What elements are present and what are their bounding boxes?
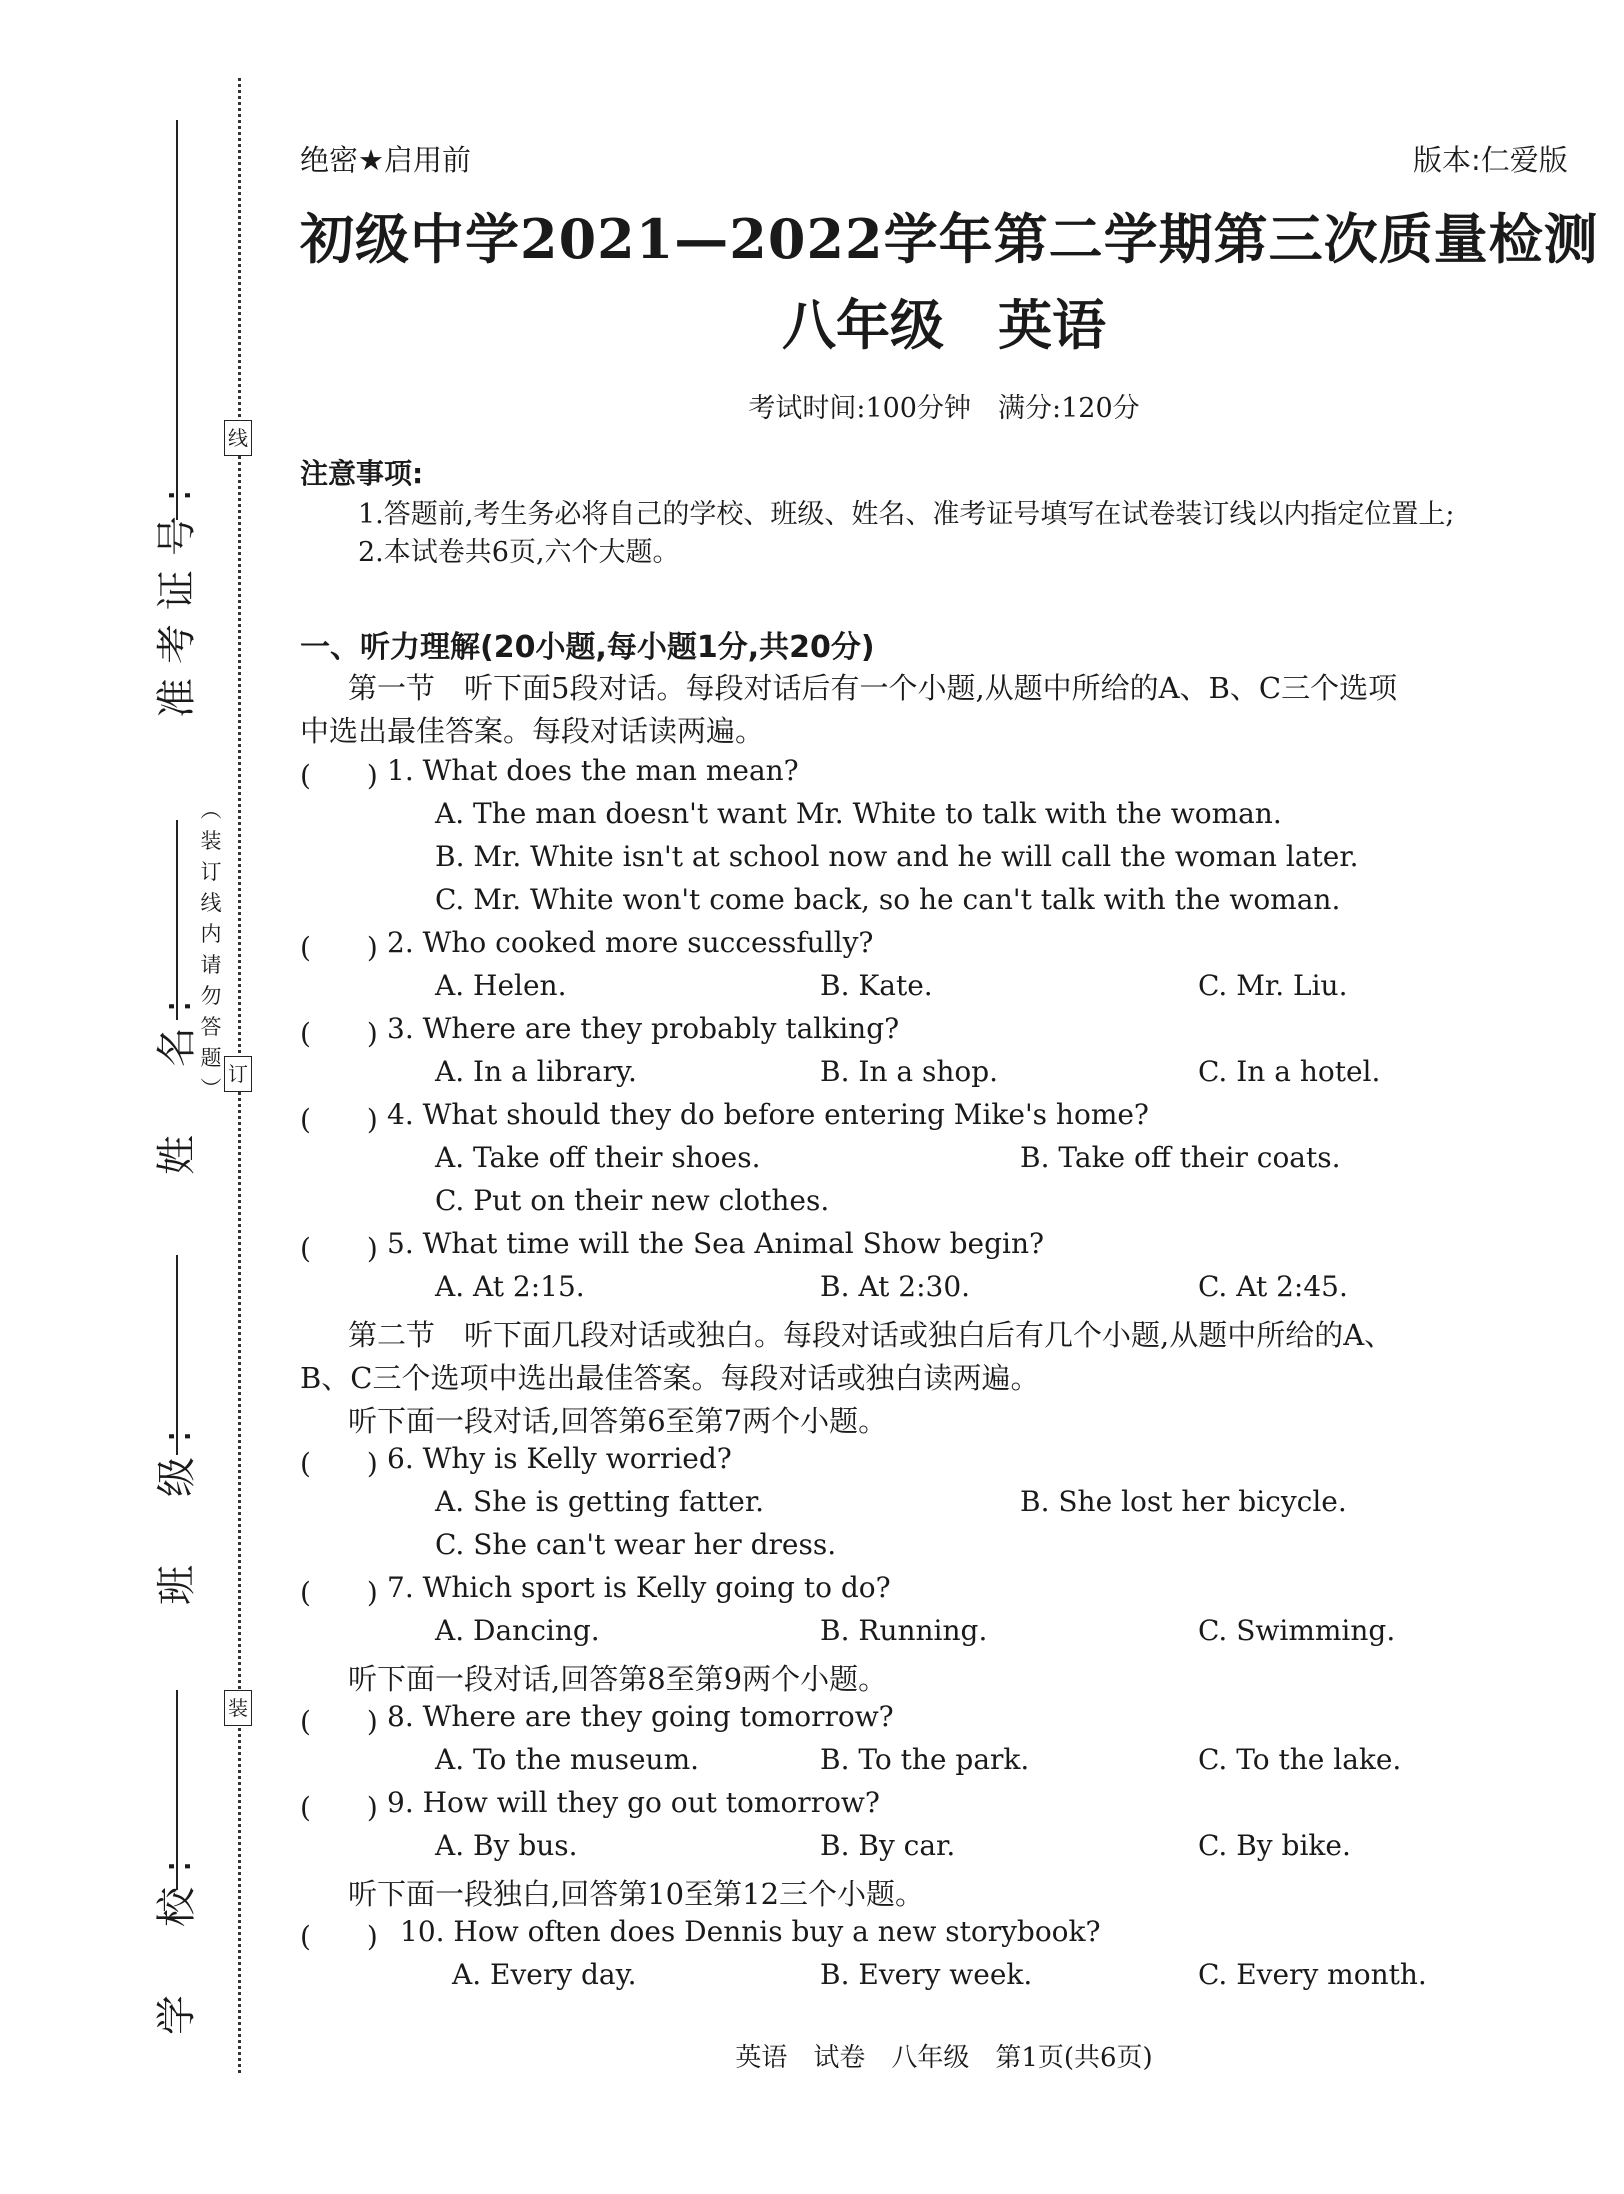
answer-bracket[interactable]: ( ) xyxy=(300,931,378,964)
option-a: A. Take off their shoes. xyxy=(435,1141,761,1174)
notice-item: 1.答题前,考生务必将自己的学校、班级、姓名、准考证号填写在试卷装订线以内指定位置上; xyxy=(358,499,1455,530)
part2-intro-cont: B、C三个选项中选出最佳答案。每段对话或独白读两遍。 xyxy=(300,1361,1040,1395)
option-b: B. To the park. xyxy=(820,1743,1030,1776)
class-field[interactable] xyxy=(176,1255,178,1455)
option-b: B. Kate. xyxy=(820,969,933,1002)
class-label: 班 级: xyxy=(154,1415,200,1605)
listening-instruction: 听下面一段对话,回答第6至第7两个小题。 xyxy=(348,1404,888,1438)
question-text: 1. What does the man mean? xyxy=(387,754,799,787)
page-footer: 英语 试卷 八年级 第1页(共6页) xyxy=(735,2043,1153,2073)
option-b: B. Take off their coats. xyxy=(1020,1141,1341,1174)
notice-title: 注意事项: xyxy=(300,457,424,490)
question-text: 10. How often does Dennis buy a new storybook? xyxy=(400,1915,1101,1948)
binding-mark-bind: 装 xyxy=(224,1690,252,1726)
option-b: B. In a shop. xyxy=(820,1055,999,1088)
binding-mark-line: 线 xyxy=(224,420,252,456)
option-b: B. Every week. xyxy=(820,1958,1033,1991)
option-a: A. In a library. xyxy=(435,1055,637,1088)
question-text: 8. Where are they going tomorrow? xyxy=(387,1700,894,1733)
option-c: C. Every month. xyxy=(1198,1958,1427,1991)
option-b: B. At 2:30. xyxy=(820,1270,971,1303)
school-label: 学 校: xyxy=(154,1845,200,2035)
binding-mark-order: 订 xyxy=(224,1056,252,1092)
option-a: A. To the museum. xyxy=(435,1743,700,1776)
answer-bracket[interactable]: ( ) xyxy=(300,759,378,792)
answer-bracket[interactable]: ( ) xyxy=(300,1447,378,1480)
answer-bracket[interactable]: ( ) xyxy=(300,1232,378,1265)
name-field[interactable] xyxy=(176,820,178,1020)
exam-info: 考试时间:100分钟 满分:120分 xyxy=(748,393,1140,424)
option-a: A. She is getting fatter. xyxy=(435,1485,765,1518)
option-c: C. Mr. Liu. xyxy=(1198,969,1348,1002)
question-text: 3. Where are they probably talking? xyxy=(387,1012,900,1045)
exam-number-label: 准考证号: xyxy=(154,474,200,718)
exam-subtitle: 八年级 英语 xyxy=(782,293,1106,357)
exam-number-field[interactable] xyxy=(176,120,178,520)
answer-bracket[interactable]: ( ) xyxy=(300,1103,378,1136)
answer-bracket[interactable]: ( ) xyxy=(300,1705,378,1738)
option-c: C. To the lake. xyxy=(1198,1743,1402,1776)
option-a: A. At 2:15. xyxy=(435,1270,585,1303)
part2-intro: 第二节 听下面几段对话或独白。每段对话或独白后有几个小题,从题中所给的A、 xyxy=(348,1318,1394,1352)
part1-intro-cont: 中选出最佳答案。每段对话读两遍。 xyxy=(300,714,765,748)
name-label: 姓 名: xyxy=(154,985,200,1175)
answer-bracket[interactable]: ( ) xyxy=(300,1017,378,1050)
question-text: 5. What time will the Sea Animal Show begin? xyxy=(387,1227,1045,1260)
part1-intro: 第一节 听下面5段对话。每段对话后有一个小题,从题中所给的A、B、C三个选项 xyxy=(348,671,1398,705)
question-text: 7. Which sport is Kelly going to do? xyxy=(387,1571,891,1604)
option-b: B. Mr. White isn't at school now and he will call the woman later. xyxy=(435,840,1359,873)
listening-instruction: 听下面一段独白,回答第10至第12三个小题。 xyxy=(348,1877,925,1911)
school-field[interactable] xyxy=(176,1690,178,1890)
option-c: C. Swimming. xyxy=(1198,1614,1396,1647)
option-a: A. Helen. xyxy=(435,969,567,1002)
answer-bracket[interactable]: ( ) xyxy=(300,1576,378,1609)
option-b: B. She lost her bicycle. xyxy=(1020,1485,1347,1518)
option-a: A. Every day. xyxy=(452,1958,637,1991)
answer-bracket[interactable]: ( ) xyxy=(300,1920,378,1953)
option-c: C. Put on their new clothes. xyxy=(435,1184,830,1217)
section-heading: 一、听力理解(20小题,每小题1分,共20分) xyxy=(300,630,875,665)
question-text: 4. What should they do before entering Mike's home? xyxy=(387,1098,1149,1131)
option-c: C. By bike. xyxy=(1198,1829,1351,1862)
option-b: B. By car. xyxy=(820,1829,956,1862)
notice-item: 2.本试卷共6页,六个大题。 xyxy=(358,537,680,568)
exam-title: 初级中学2021—2022学年第二学期第三次质量检测 xyxy=(300,207,1599,271)
option-a: A. The man doesn't want Mr. White to talk with the woman. xyxy=(435,797,1282,830)
option-b: B. Running. xyxy=(820,1614,988,1647)
option-a: A. Dancing. xyxy=(435,1614,600,1647)
option-a: A. By bus. xyxy=(435,1829,578,1862)
answer-bracket[interactable]: ( ) xyxy=(300,1791,378,1824)
confidential-mark: 绝密★启用前 xyxy=(300,143,471,177)
option-c: C. At 2:45. xyxy=(1198,1270,1348,1303)
question-text: 6. Why is Kelly worried? xyxy=(387,1442,732,1475)
edition-label: 版本:仁爱版 xyxy=(1413,143,1568,177)
question-text: 2. Who cooked more successfully? xyxy=(387,926,874,959)
option-c: C. In a hotel. xyxy=(1198,1055,1381,1088)
option-c: C. She can't wear her dress. xyxy=(435,1528,837,1561)
binding-note: ︵ 装 订 线 内 请 勿 答 题 ︶ xyxy=(200,798,222,1101)
option-c: C. Mr. White won't come back, so he can't talk with the woman. xyxy=(435,883,1341,916)
listening-instruction: 听下面一段对话,回答第8至第9两个小题。 xyxy=(348,1662,888,1696)
binding-strip xyxy=(0,0,270,2194)
question-text: 9. How will they go out tomorrow? xyxy=(387,1786,880,1819)
